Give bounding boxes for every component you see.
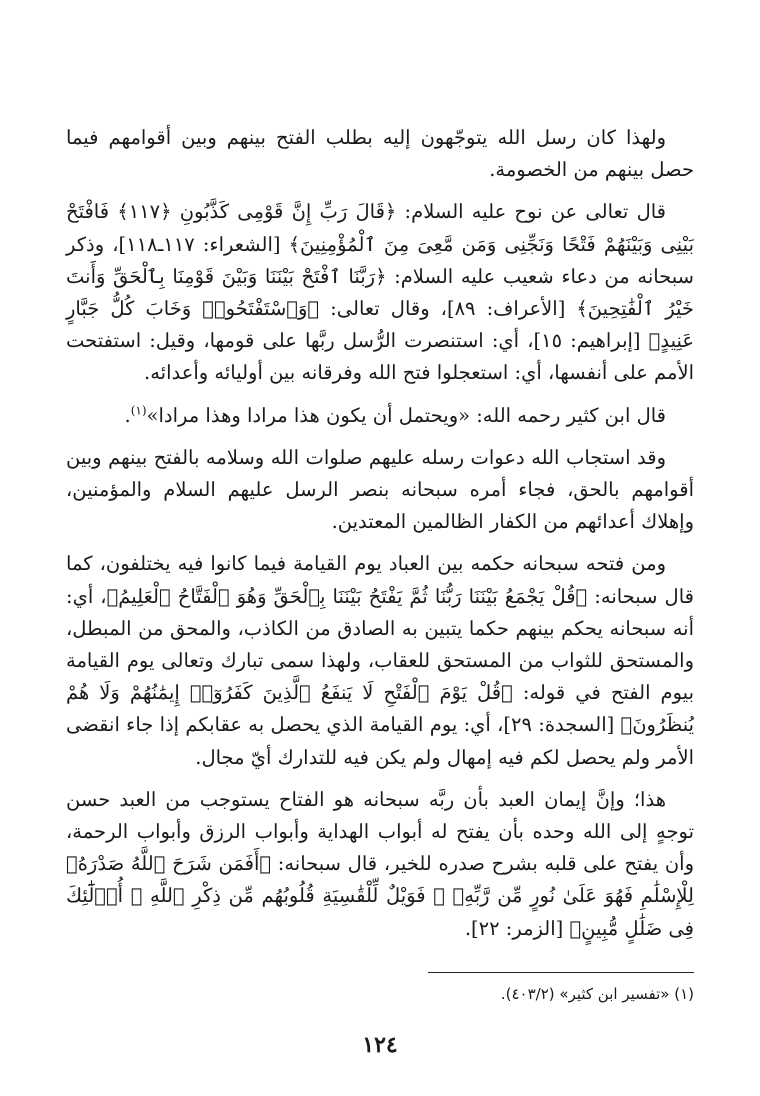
- page-body: [66, 122, 694, 955]
- paragraph-2: قال تعالى عن نوح عليه السلام: ﴿قَالَ رَبِّ إِنَّ قَوْمِى كَذَّبُونِ ﴿١١٧﴾ فَافْتَحْ بَيْنِى وَبَيْنَهُمْ فَتْحًا وَنَجِّنِى وَمَن مَّعِىَ مِنَ ٱلْمُؤْمِنِينَ﴾ [الشعراء: ١١٧ـ١١٨]، وذكر سبحانه من دعاء شعيب عليه السلام: ﴿رَبَّنَا ٱفْتَحْ بَيْنَنَا وَبَيْنَ قَوْمِنَا بِٱلْحَقِّ وَأَنتَ خَيْرُ ٱلْفَٰتِحِينَ﴾ [الأعراف: ٨٩]، وقال تعالى: ﴿وَٱسْتَفْتَحُوا۟ وَخَابَ كُلُّ جَبَّارٍ عَنِيدٍ﴾ [إبراهيم: ١٥]، أي: استنصرت الرُّسل ربَّها على قومها، وقيل: استفتحت الأمم على أنفسها، أي: استعجلوا فتح الله وفرقانه بين أوليائه وأعدائه.: [66, 200, 694, 385]
- paragraph-6: هذا؛ وإنَّ إيمان العبد بأن ربَّه سبحانه هو الفتاح يستوجب من العبد حسن توجهٍ إلى الله وحده بأن يفتح له أبواب الهداية وأبواب الرزق وأبواب الرحمة، وأن يفتح على قلبه بشرح صدره للخير، قال سبحانه: ﴿أَفَمَن شَرَحَ ٱللَّهُ صَدْرَهُۥ لِلْإِسْلَٰمِ فَهُوَ عَلَىٰ نُورٍ مِّن رَّبِّهِۦ ۚ فَوَيْلٌ لِّلْقَٰسِيَةِ قُلُوبُهُم مِّن ذِكْرِ ٱللَّهِ ۚ أُو۟لَٰٓئِكَ فِى ضَلَٰلٍ مُّبِينٍ﴾ [الزمر: ٢٢].: [66, 787, 694, 940]
- page-number: ١٢٤: [362, 1032, 398, 1058]
- footnote-marker[interactable]: (١): [130, 403, 147, 418]
- paragraph-4: وقد استجاب الله دعوات رسله عليهم صلوات الله وسلامه بالفتح بينهم وبين أقوامهم بالحق، فجاء أمره سبحانه بنصر الرسل عليهم السلام والمؤمنين، وإهلاك أعدائهم من الكفار الظالمين المعتدين.: [66, 445, 694, 534]
- paragraph-3-text: قال ابن كثير رحمه الله: «ويحتمل أن يكون هذا مرادا وهذا مرادا»: [146, 403, 666, 427]
- paragraph-3: قال ابن كثير رحمه الله: «ويحتمل أن يكون هذا مرادا وهذا مرادا»$^{(١)}$.: [124, 403, 666, 427]
- footnote: (١) «تفسير ابن كثير» (٤٠٣/٢).: [500, 985, 694, 1003]
- paragraph-5: ومن فتحه سبحانه حكمه بين العباد يوم القيامة فيما كانوا فيه يختلفون، كما قال سبحانه: ﴿قُلْ يَجْمَعُ بَيْنَنَا رَبُّنَا ثُمَّ يَفْتَحُ بَيْنَنَا بِٱلْحَقِّ وَهُوَ ٱلْفَتَّاحُ ٱلْعَلِيمُ﴾، أي: أنه سبحانه يحكم بينهم حكما يتبين به الصادق من الكاذب، والمحق من المبطل، والمستحق للثواب من المستحق للعقاب، ولهذا سمى تبارك وتعالى يوم القيامة بيوم الفتح في قوله: ﴿قُلْ يَوْمَ ٱلْفَتْحِ لَا يَنفَعُ ٱلَّذِينَ كَفَرُوٓا۟ إِيمَٰنُهُمْ وَلَا هُمْ يُنظَرُونَ﴾ [السجدة: ٢٩]، أي: يوم القيامة الذي يحصل به عقابكم إذا جاء انقضى الأمر ولم يحصل لكم فيه إمهال ولم يكن فيه للتدارك أيّ مجال.: [66, 552, 695, 769]
- footnote-divider: [428, 972, 694, 973]
- paragraph-1: ولهذا كان رسل الله يتوجّهون إليه بطلب الفتح بينهم وبين أقوامهم فيما حصل بينهم من الخصومة.: [66, 126, 694, 182]
